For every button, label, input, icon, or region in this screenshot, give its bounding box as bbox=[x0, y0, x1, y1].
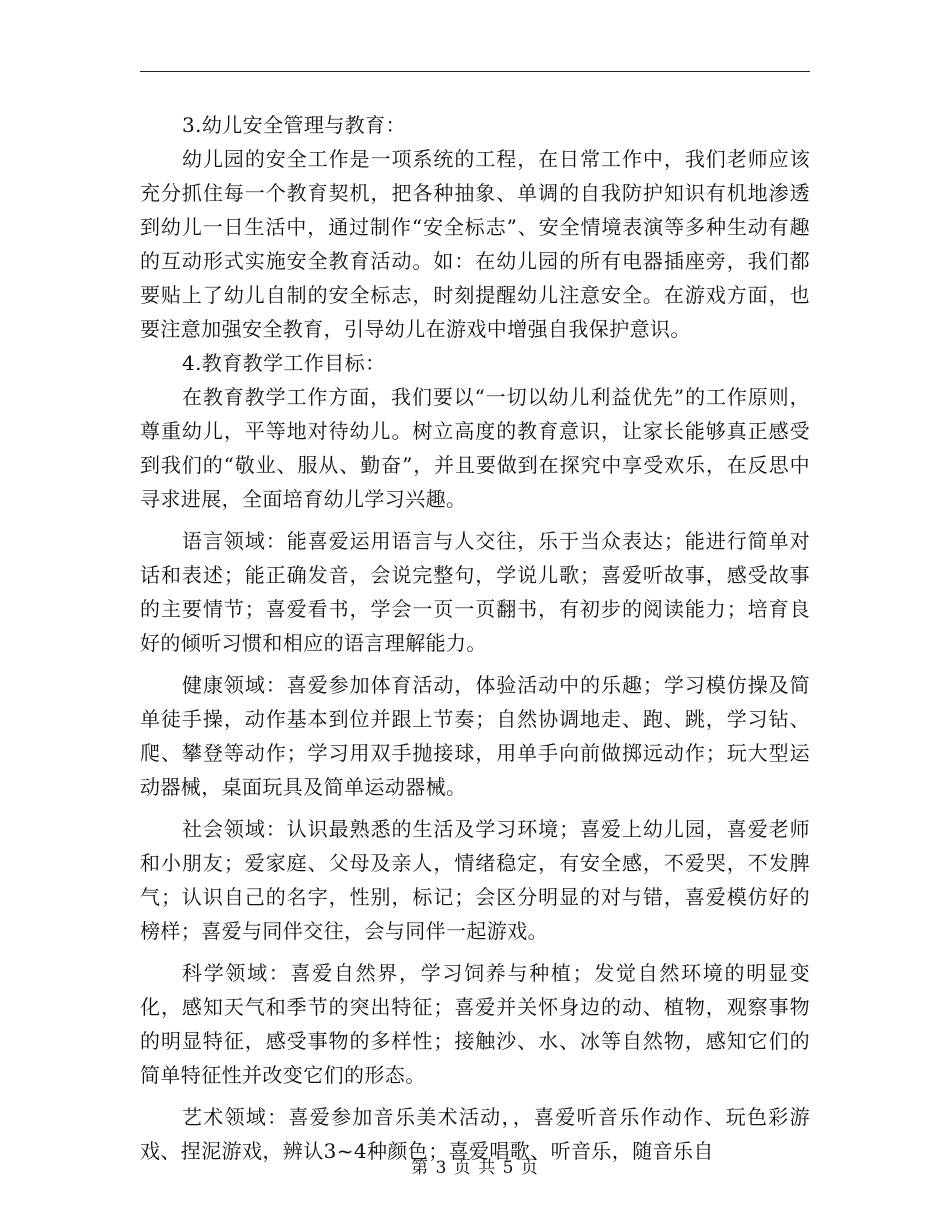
document-body bbox=[140, 108, 810, 1176]
paragraph-science-domain: 科学领域：喜爱自然界，学习饲养与种植；发觉自然环境的明显变化，感知天气和季节的突出特征；喜爱并关怀身边的动、植物，观察事物的明显特征，感受事物的多样性；接触沙、水、冰等自然物，感知它们的简单特征性并改变它们的形态。 bbox=[140, 961, 810, 1087]
paragraph-social-domain: 社会领域：认识最熟悉的生活及学习环境；喜爱上幼儿园，喜爱老师和小朋友；爱家庭、父母及亲人，情绪稳定，有安全感，不爱哭，不发脾气；认识自己的名字，性别，标记；会区分明显的对与错，喜爱模仿好的榜样；喜爱与同伴交往，会与同伴一起游戏。 bbox=[140, 817, 810, 943]
section-heading-safety: 3.幼儿安全管理与教育： bbox=[182, 113, 406, 137]
paragraph-art-domain: 艺术领域：喜爱参加音乐美术活动，，喜爱听音乐作动作、玩色彩游戏、捏泥游戏，辨认3~4种颜色；喜爱唱歌、听音乐，随音乐自 bbox=[140, 1105, 810, 1163]
section-heading-teaching-goals: 4.教育教学工作目标： bbox=[182, 351, 386, 375]
paragraph-teaching-goals: 在教育教学工作方面，我们要以“一切以幼儿利益优先”的工作原则，尊重幼儿，平等地对待幼儿。树立高度的教育意识，让家长能够真正感受到我们的“敬业、服从、勤奋”，并且要做到在探究中享受欢乐，在反思中寻求进展，全面培育幼儿学习兴趣。 bbox=[140, 385, 810, 511]
paragraph-safety: 幼儿园的安全工作是一项系统的工程，在日常工作中，我们老师应该充分抓住每一个教育契机，把各种抽象、单调的自我防护知识有机地渗透到幼儿一日生活中，通过制作“安全标志”、安全情境表演等多种生动有趣的互动形式实施安全教育活动。如：在幼儿园的所有电器插座旁，我们都要贴上了幼儿自制的安全标志，时刻提醒幼儿注意安全。在游戏方面，也要注意加强安全教育，引导幼儿在游戏中增强自我保护意识。 bbox=[140, 147, 810, 341]
paragraph-language-domain: 语言领域：能喜爱运用语言与人交往，乐于当众表达；能进行简单对话和表述；能正确发音，会说完整句，学说儿歌；喜爱听故事，感受故事的主要情节；喜爱看书，学会一页一页翻书，有初步的阅读能力；培育良好的倾听习惯和相应的语言理解能力。 bbox=[140, 529, 810, 655]
paragraph-health-domain: 健康领域：喜爱参加体育活动，体验活动中的乐趣；学习模仿操及简单徒手操，动作基本到位并跟上节奏；自然协调地走、跑、跳，学习钻、爬、攀登等动作；学习用双手抛接球，用单手向前做掷远动作；玩大型运动器械，桌面玩具及简单运动器械。 bbox=[140, 673, 810, 799]
page-number: 第 3 页 共 5 页 bbox=[411, 1158, 539, 1178]
header-rule bbox=[140, 71, 810, 72]
